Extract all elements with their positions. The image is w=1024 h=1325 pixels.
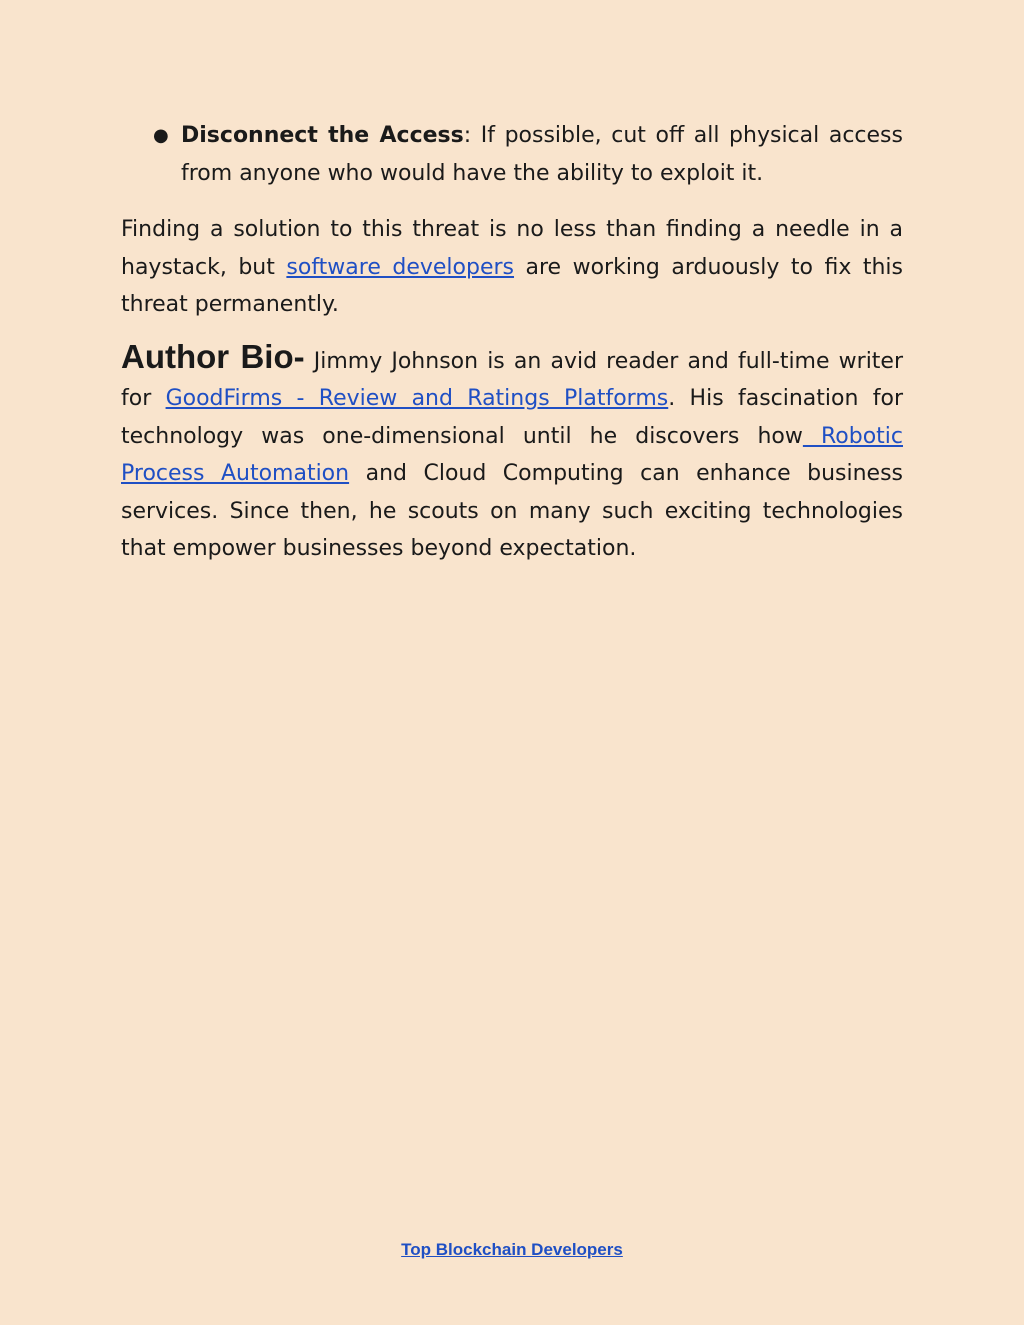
document-body (121, 117, 903, 568)
author-bio-heading: Author Bio- (121, 337, 305, 375)
list-item (121, 117, 903, 193)
bio-text-3: and Cloud Computing can enhance business services. Since then, he scouts on many such exciting technologies that empower businesses beyond expectation. (121, 461, 903, 561)
bullet-icon: ● (153, 125, 169, 146)
paragraph-text-after: are working arduously to fix this threat permanently. (121, 254, 904, 317)
software-developers-link[interactable]: software developers (286, 254, 515, 280)
solution-paragraph (121, 211, 903, 324)
bullet-list (121, 117, 903, 193)
bio-text-1: Jimmy Johnson is an avid reader and full-time writer for (121, 348, 904, 411)
bio-text-2: . His fascination for technology was one-dimensional until he discovers how (121, 386, 903, 449)
bullet-colon: : (463, 123, 472, 148)
bullet-bold-label: Disconnect the Access (181, 123, 464, 148)
robotic-process-automation-link[interactable]: Robotic Process Automation (121, 423, 903, 486)
top-blockchain-developers-link[interactable]: Top Blockchain Developers (401, 1240, 623, 1259)
goodfirms-link[interactable]: GoodFirms - Review and Ratings Platforms (165, 386, 669, 411)
page-footer (0, 1240, 1024, 1260)
author-bio-paragraph (121, 338, 903, 568)
paragraph-text-before: Finding a solution to this threat is no less than finding a needle in a haystack, but (121, 217, 903, 280)
bullet-text: If possible, cut off all physical access from anyone who would have the ability to exploit it. (181, 123, 903, 186)
